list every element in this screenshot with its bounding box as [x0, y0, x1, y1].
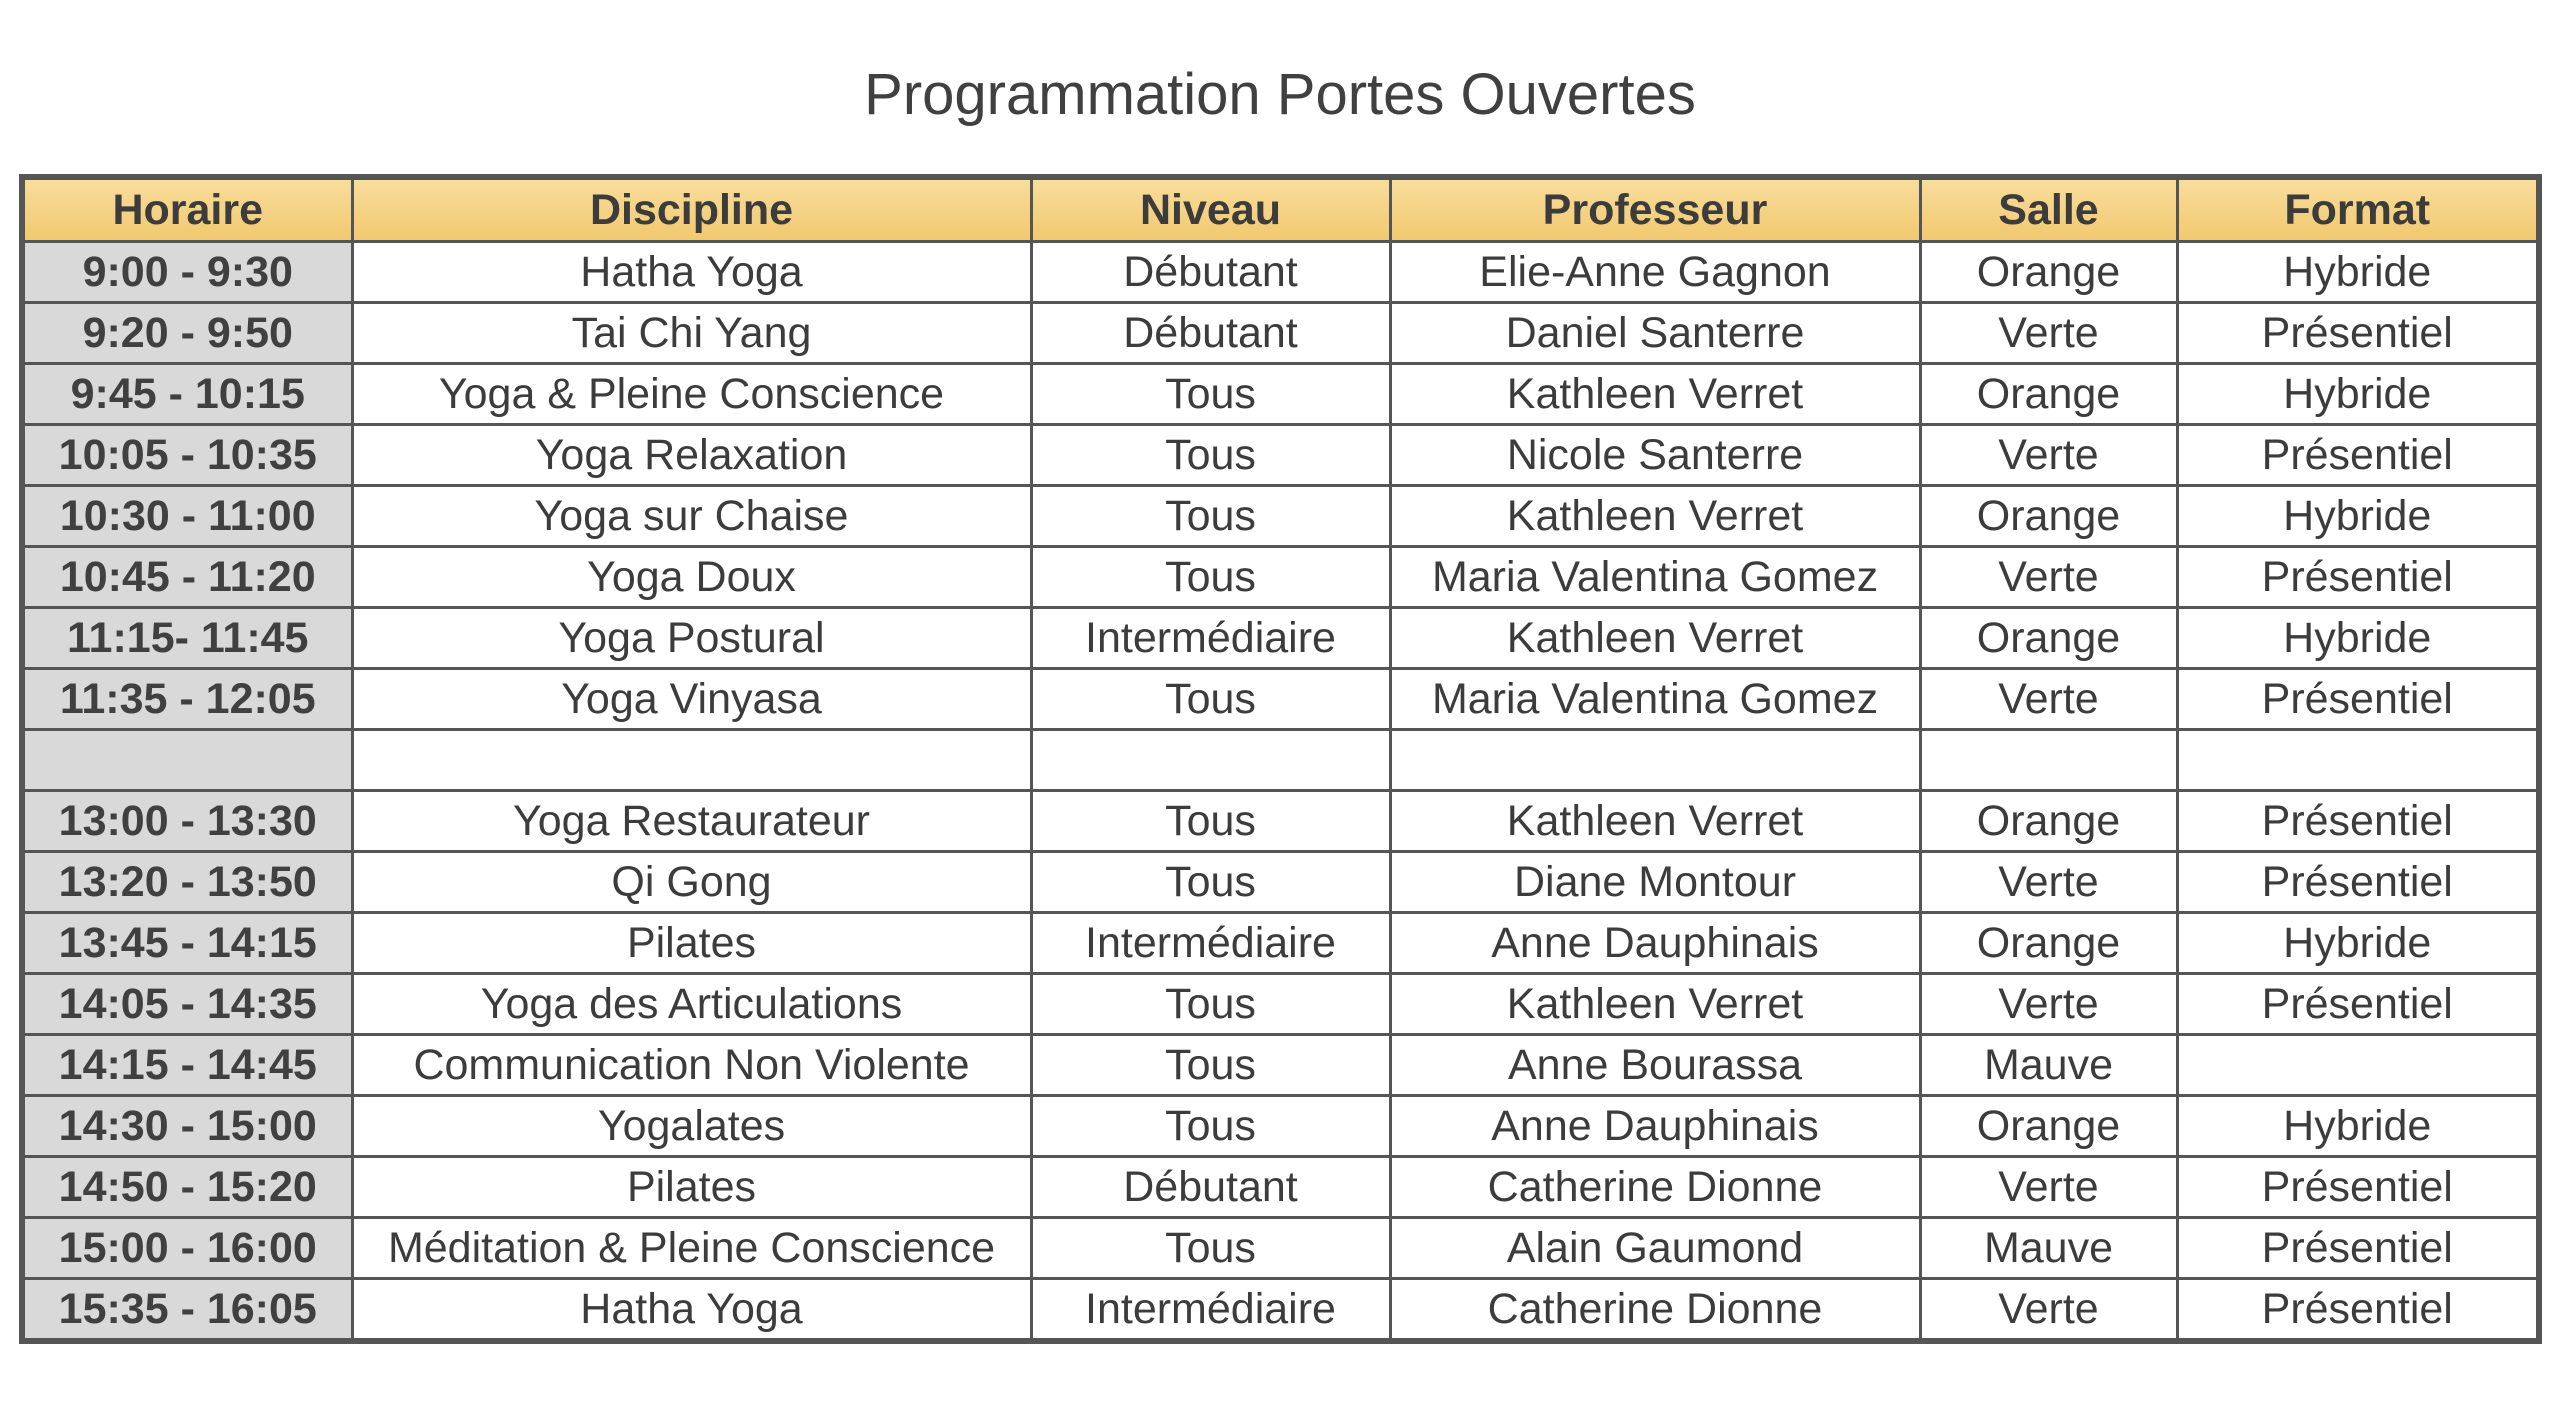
cell-format: Présentiel	[2177, 425, 2539, 486]
cell-salle: Orange	[1920, 1096, 2177, 1157]
cell-horaire: 13:45 - 14:15	[22, 913, 352, 974]
cell-format: Hybride	[2177, 486, 2539, 547]
cell-discipline: Yoga sur Chaise	[352, 486, 1031, 547]
cell-professeur: Daniel Santerre	[1390, 303, 1920, 364]
cell-niveau	[1031, 730, 1390, 791]
cell-format: Présentiel	[2177, 303, 2539, 364]
cell-format	[2177, 1035, 2539, 1096]
cell-discipline: Yogalates	[352, 1096, 1031, 1157]
cell-salle: Verte	[1920, 303, 2177, 364]
cell-format: Présentiel	[2177, 1157, 2539, 1218]
cell-niveau: Tous	[1031, 1218, 1390, 1279]
cell-discipline: Pilates	[352, 1157, 1031, 1218]
cell-salle: Orange	[1920, 791, 2177, 852]
cell-format: Hybride	[2177, 1096, 2539, 1157]
cell-discipline: Yoga & Pleine Conscience	[352, 364, 1031, 425]
cell-professeur: Anne Bourassa	[1390, 1035, 1920, 1096]
table-row	[22, 730, 2539, 791]
header-discipline: Discipline	[352, 177, 1031, 242]
cell-niveau: Débutant	[1031, 242, 1390, 303]
cell-salle: Mauve	[1920, 1035, 2177, 1096]
cell-professeur: Catherine Dionne	[1390, 1279, 1920, 1342]
cell-format: Présentiel	[2177, 791, 2539, 852]
cell-format: Hybride	[2177, 242, 2539, 303]
cell-niveau: Tous	[1031, 669, 1390, 730]
cell-horaire: 11:15- 11:45	[22, 608, 352, 669]
cell-horaire: 10:45 - 11:20	[22, 547, 352, 608]
cell-niveau: Intermédiaire	[1031, 1279, 1390, 1342]
cell-niveau: Tous	[1031, 425, 1390, 486]
table-header	[22, 177, 2539, 242]
cell-niveau: Tous	[1031, 1096, 1390, 1157]
cell-salle: Orange	[1920, 364, 2177, 425]
table-row	[22, 852, 2539, 913]
cell-horaire: 15:00 - 16:00	[22, 1218, 352, 1279]
cell-format: Hybride	[2177, 608, 2539, 669]
header-niveau: Niveau	[1031, 177, 1390, 242]
cell-discipline: Hatha Yoga	[352, 1279, 1031, 1342]
table-row	[22, 303, 2539, 364]
table-row	[22, 608, 2539, 669]
cell-discipline: Yoga Vinyasa	[352, 669, 1031, 730]
cell-professeur: Elie-Anne Gagnon	[1390, 242, 1920, 303]
cell-horaire: 14:30 - 15:00	[22, 1096, 352, 1157]
cell-niveau: Tous	[1031, 1035, 1390, 1096]
schedule-table	[19, 174, 2542, 1344]
cell-salle: Orange	[1920, 486, 2177, 547]
cell-niveau: Tous	[1031, 364, 1390, 425]
cell-salle: Verte	[1920, 425, 2177, 486]
cell-discipline: Hatha Yoga	[352, 242, 1031, 303]
cell-salle: Orange	[1920, 242, 2177, 303]
page-title: Programmation Portes Ouvertes	[864, 61, 1696, 127]
table-row	[22, 913, 2539, 974]
cell-salle: Verte	[1920, 547, 2177, 608]
cell-salle	[1920, 730, 2177, 791]
cell-professeur: Kathleen Verret	[1390, 364, 1920, 425]
cell-discipline: Qi Gong	[352, 852, 1031, 913]
cell-professeur: Catherine Dionne	[1390, 1157, 1920, 1218]
cell-niveau: Intermédiaire	[1031, 608, 1390, 669]
cell-professeur: Maria Valentina Gomez	[1390, 547, 1920, 608]
cell-salle: Verte	[1920, 669, 2177, 730]
table-row	[22, 669, 2539, 730]
cell-horaire: 10:30 - 11:00	[22, 486, 352, 547]
cell-horaire: 14:50 - 15:20	[22, 1157, 352, 1218]
table-row	[22, 364, 2539, 425]
header-professeur: Professeur	[1390, 177, 1920, 242]
table-row	[22, 425, 2539, 486]
cell-format: Présentiel	[2177, 1279, 2539, 1342]
table-row	[22, 1218, 2539, 1279]
cell-salle: Orange	[1920, 913, 2177, 974]
cell-horaire: 9:00 - 9:30	[22, 242, 352, 303]
cell-niveau: Tous	[1031, 852, 1390, 913]
table-row	[22, 1157, 2539, 1218]
cell-horaire: 14:15 - 14:45	[22, 1035, 352, 1096]
cell-professeur: Nicole Santerre	[1390, 425, 1920, 486]
cell-discipline: Communication Non Violente	[352, 1035, 1031, 1096]
cell-format: Hybride	[2177, 913, 2539, 974]
cell-horaire: 11:35 - 12:05	[22, 669, 352, 730]
table-row	[22, 547, 2539, 608]
cell-professeur: Diane Montour	[1390, 852, 1920, 913]
header-horaire: Horaire	[22, 177, 352, 242]
cell-salle: Verte	[1920, 852, 2177, 913]
cell-horaire: 13:00 - 13:30	[22, 791, 352, 852]
cell-professeur: Kathleen Verret	[1390, 608, 1920, 669]
cell-format: Présentiel	[2177, 547, 2539, 608]
cell-professeur: Kathleen Verret	[1390, 791, 1920, 852]
cell-salle: Orange	[1920, 608, 2177, 669]
cell-format: Présentiel	[2177, 1218, 2539, 1279]
cell-format: Présentiel	[2177, 852, 2539, 913]
cell-salle: Verte	[1920, 974, 2177, 1035]
cell-horaire	[22, 730, 352, 791]
cell-discipline: Yoga Postural	[352, 608, 1031, 669]
cell-professeur: Anne Dauphinais	[1390, 1096, 1920, 1157]
cell-professeur	[1390, 730, 1920, 791]
cell-format	[2177, 730, 2539, 791]
cell-salle: Mauve	[1920, 1218, 2177, 1279]
cell-professeur: Alain Gaumond	[1390, 1218, 1920, 1279]
cell-horaire: 13:20 - 13:50	[22, 852, 352, 913]
header-salle: Salle	[1920, 177, 2177, 242]
cell-niveau: Tous	[1031, 547, 1390, 608]
cell-niveau: Intermédiaire	[1031, 913, 1390, 974]
cell-salle: Verte	[1920, 1157, 2177, 1218]
table-row	[22, 1096, 2539, 1157]
cell-niveau: Tous	[1031, 486, 1390, 547]
cell-discipline: Yoga des Articulations	[352, 974, 1031, 1035]
cell-salle: Verte	[1920, 1279, 2177, 1342]
cell-discipline: Méditation & Pleine Conscience	[352, 1218, 1031, 1279]
cell-niveau: Tous	[1031, 974, 1390, 1035]
cell-niveau: Débutant	[1031, 1157, 1390, 1218]
cell-format: Présentiel	[2177, 669, 2539, 730]
table-row	[22, 974, 2539, 1035]
table-row	[22, 1279, 2539, 1342]
header-format: Format	[2177, 177, 2539, 242]
cell-horaire: 14:05 - 14:35	[22, 974, 352, 1035]
cell-horaire: 10:05 - 10:35	[22, 425, 352, 486]
table-row	[22, 242, 2539, 303]
cell-niveau: Tous	[1031, 791, 1390, 852]
table-row	[22, 791, 2539, 852]
cell-niveau: Débutant	[1031, 303, 1390, 364]
cell-discipline: Tai Chi Yang	[352, 303, 1031, 364]
table-row	[22, 486, 2539, 547]
cell-discipline	[352, 730, 1031, 791]
table-row	[22, 1035, 2539, 1096]
cell-professeur: Kathleen Verret	[1390, 974, 1920, 1035]
cell-professeur: Anne Dauphinais	[1390, 913, 1920, 974]
cell-discipline: Yoga Doux	[352, 547, 1031, 608]
header-row	[22, 177, 2539, 242]
cell-horaire: 9:20 - 9:50	[22, 303, 352, 364]
cell-discipline: Yoga Relaxation	[352, 425, 1031, 486]
cell-professeur: Maria Valentina Gomez	[1390, 669, 1920, 730]
table-body	[22, 242, 2539, 1342]
cell-discipline: Pilates	[352, 913, 1031, 974]
cell-discipline: Yoga Restaurateur	[352, 791, 1031, 852]
cell-format: Présentiel	[2177, 974, 2539, 1035]
cell-horaire: 9:45 - 10:15	[22, 364, 352, 425]
cell-professeur: Kathleen Verret	[1390, 486, 1920, 547]
cell-horaire: 15:35 - 16:05	[22, 1279, 352, 1342]
cell-format: Hybride	[2177, 364, 2539, 425]
